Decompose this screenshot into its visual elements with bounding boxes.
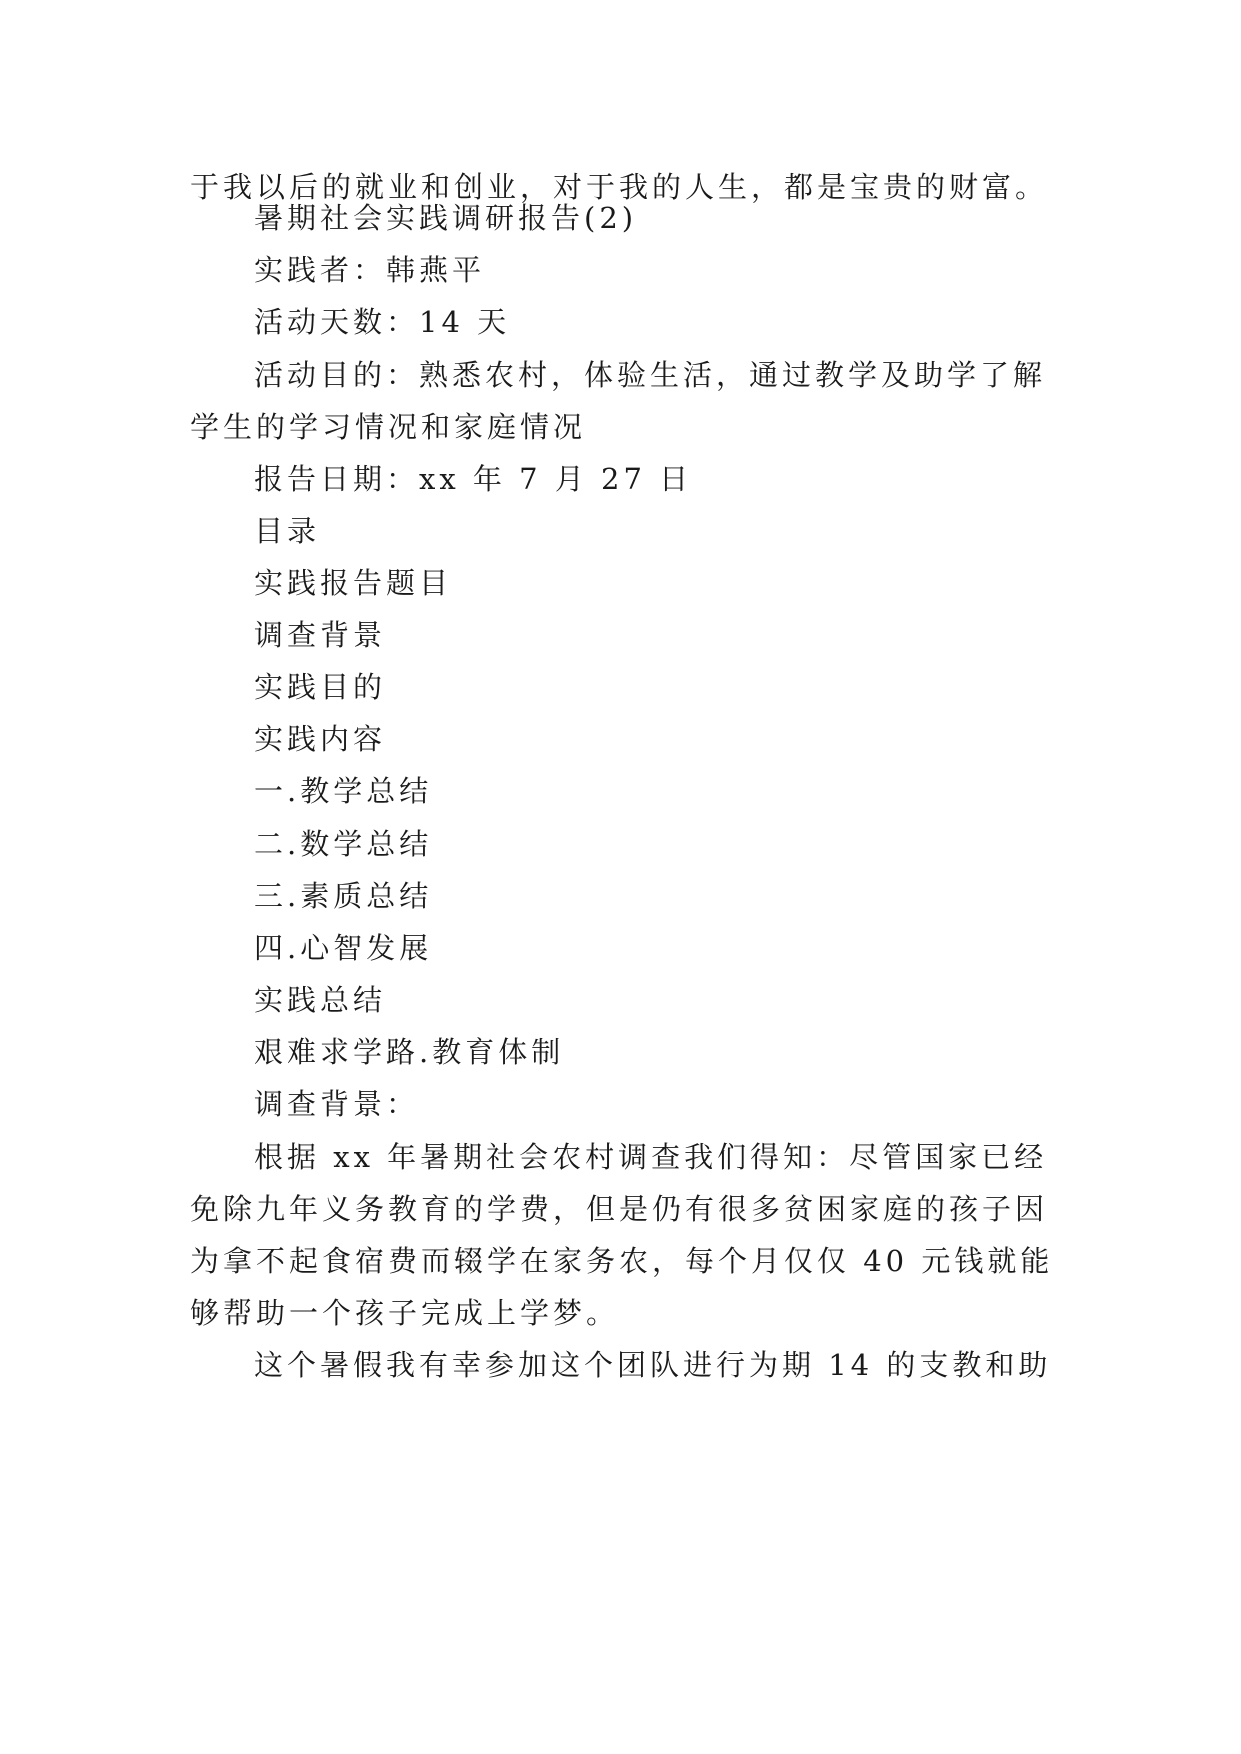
- toc-item: 二.数学总结: [254, 827, 433, 861]
- toc-heading: 目录: [254, 514, 321, 548]
- toc-item: 实践目的: [254, 670, 387, 704]
- report-date-line: 报告日期：xx 年 7 月 27 日: [254, 462, 693, 496]
- activity-purpose-line: 活动目的：熟悉农村，体验生活，通过教学及助学了解: [254, 358, 1047, 392]
- paragraph-line: 于我以后的就业和创业，对于我的人生，都是宝贵的财富。: [190, 170, 1049, 204]
- toc-item: 三.素质总结: [254, 879, 433, 913]
- paragraph-line: 根据 xx 年暑期社会农村调查我们得知：尽管国家已经: [254, 1140, 1048, 1174]
- toc-item: 实践报告题目: [254, 566, 453, 600]
- toc-item: 艰难求学路.教育体制: [254, 1035, 565, 1069]
- paragraph-line: 这个暑假我有幸参加这个团队进行为期 14 的支教和助: [254, 1348, 1052, 1382]
- report-title: 暑期社会实践调研报告(2): [254, 201, 638, 235]
- paragraph-line: 免除九年义务教育的学费，但是仍有很多贫困家庭的孩子因: [190, 1192, 1049, 1226]
- section-heading: 调查背景：: [254, 1087, 420, 1121]
- toc-item: 一.教学总结: [254, 774, 433, 808]
- activity-days-line: 活动天数：14 天: [254, 305, 511, 339]
- activity-purpose-continuation: 学生的学习情况和家庭情况: [190, 410, 587, 444]
- toc-item: 实践内容: [254, 722, 387, 756]
- paragraph-line: 为拿不起食宿费而辍学在家务农，每个月仅仅 40 元钱就能: [190, 1244, 1054, 1278]
- paragraph-line: 够帮助一个孩子完成上学梦。: [190, 1296, 620, 1330]
- toc-item: 实践总结: [254, 983, 387, 1017]
- practitioner-line: 实践者：韩燕平: [254, 253, 486, 287]
- toc-item: 调查背景: [254, 618, 387, 652]
- toc-item: 四.心智发展: [254, 931, 433, 965]
